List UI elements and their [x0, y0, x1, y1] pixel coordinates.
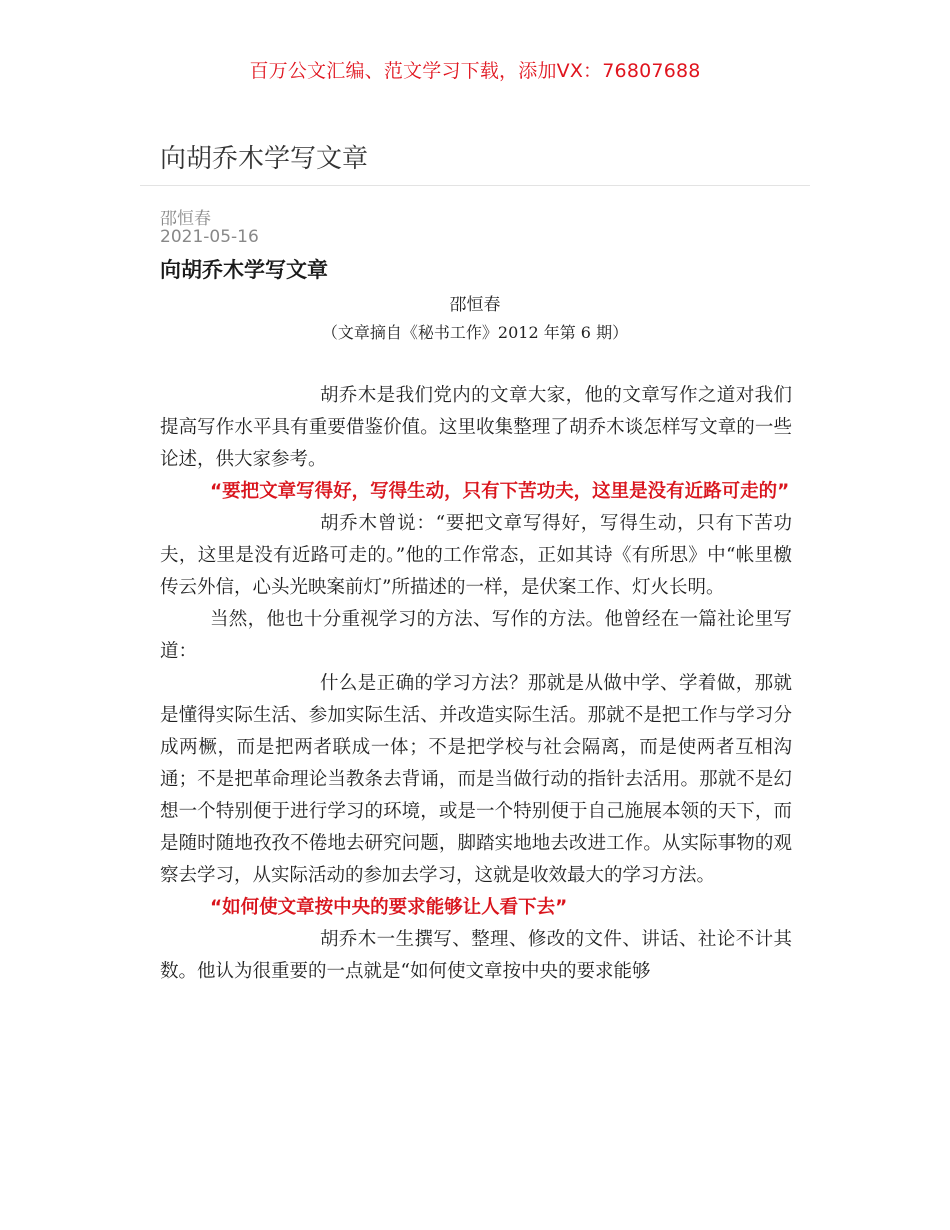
title-divider	[140, 185, 810, 186]
author-name: 邵恒春	[160, 209, 211, 229]
paragraph-method: 当然，他也十分重视学习的方法、写作的方法。他曾经在一篇社论里写道：	[160, 609, 792, 662]
paragraph-editorial-quote: 什么是正确的学习方法？那就是从做中学、学着做，那就是懂得实际生活、参加实际生活、并改造实际生活。那就不是把工作与学习分成两橛，而是把两者联成一体；不是把学校与社会隔离，而是使两者互相沟通；不是把革命理论当教条去背诵，而是当做行动的指针去活用。那就不是幻想一个特别便于进行学习的环境，或是一个特别便于自己施展本领的天下，而是随时随地孜孜不倦地去研究问题，脚踏实地地去改进工作。从实际事物的观察去学习，从实际活动的参加去学习，这就是收效最大的学习方法。	[160, 673, 792, 886]
section-heading-1: “要把文章写得好，写得生动，只有下苦功夫，这里是没有近路可走的”	[210, 481, 790, 502]
paragraph-writings: 胡乔木一生撰写、整理、修改的文件、讲话、社论不计其数。他认为很重要的一点就是“如何使文章按中央的要求能够	[160, 929, 792, 982]
section-heading-2: “如何使文章按中央的要求能够让人看下去”	[210, 897, 568, 918]
article-source: （文章摘自《秘书工作》2012 年第 6 期）	[321, 323, 629, 342]
article-heading: 向胡乔木学写文章	[160, 258, 328, 282]
publish-date: 2021-05-16	[160, 227, 259, 247]
paragraph-quote-practice: 胡乔木曾说：“要把文章写得好，写得生动，只有下苦功夫，这里是没有近路可走的。”他的工作常态，正如其诗《有所思》中“帐里檄传云外信，心头光映案前灯”所描述的一样，是伏案工作、灯火长明。	[160, 513, 792, 598]
article-body	[160, 380, 792, 988]
article-byline: 邵恒春	[449, 295, 501, 315]
page-title: 向胡乔木学写文章	[160, 144, 369, 174]
paragraph-intro: 胡乔木是我们党内的文章大家，他的文章写作之道对我们提高写作水平具有重要借鉴价值。这里收集整理了胡乔木谈怎样写文章的一些论述，供大家参考。	[160, 385, 792, 470]
watermark-banner: 百万公文汇编、范文学习下载，添加VX：76807688	[249, 60, 701, 82]
